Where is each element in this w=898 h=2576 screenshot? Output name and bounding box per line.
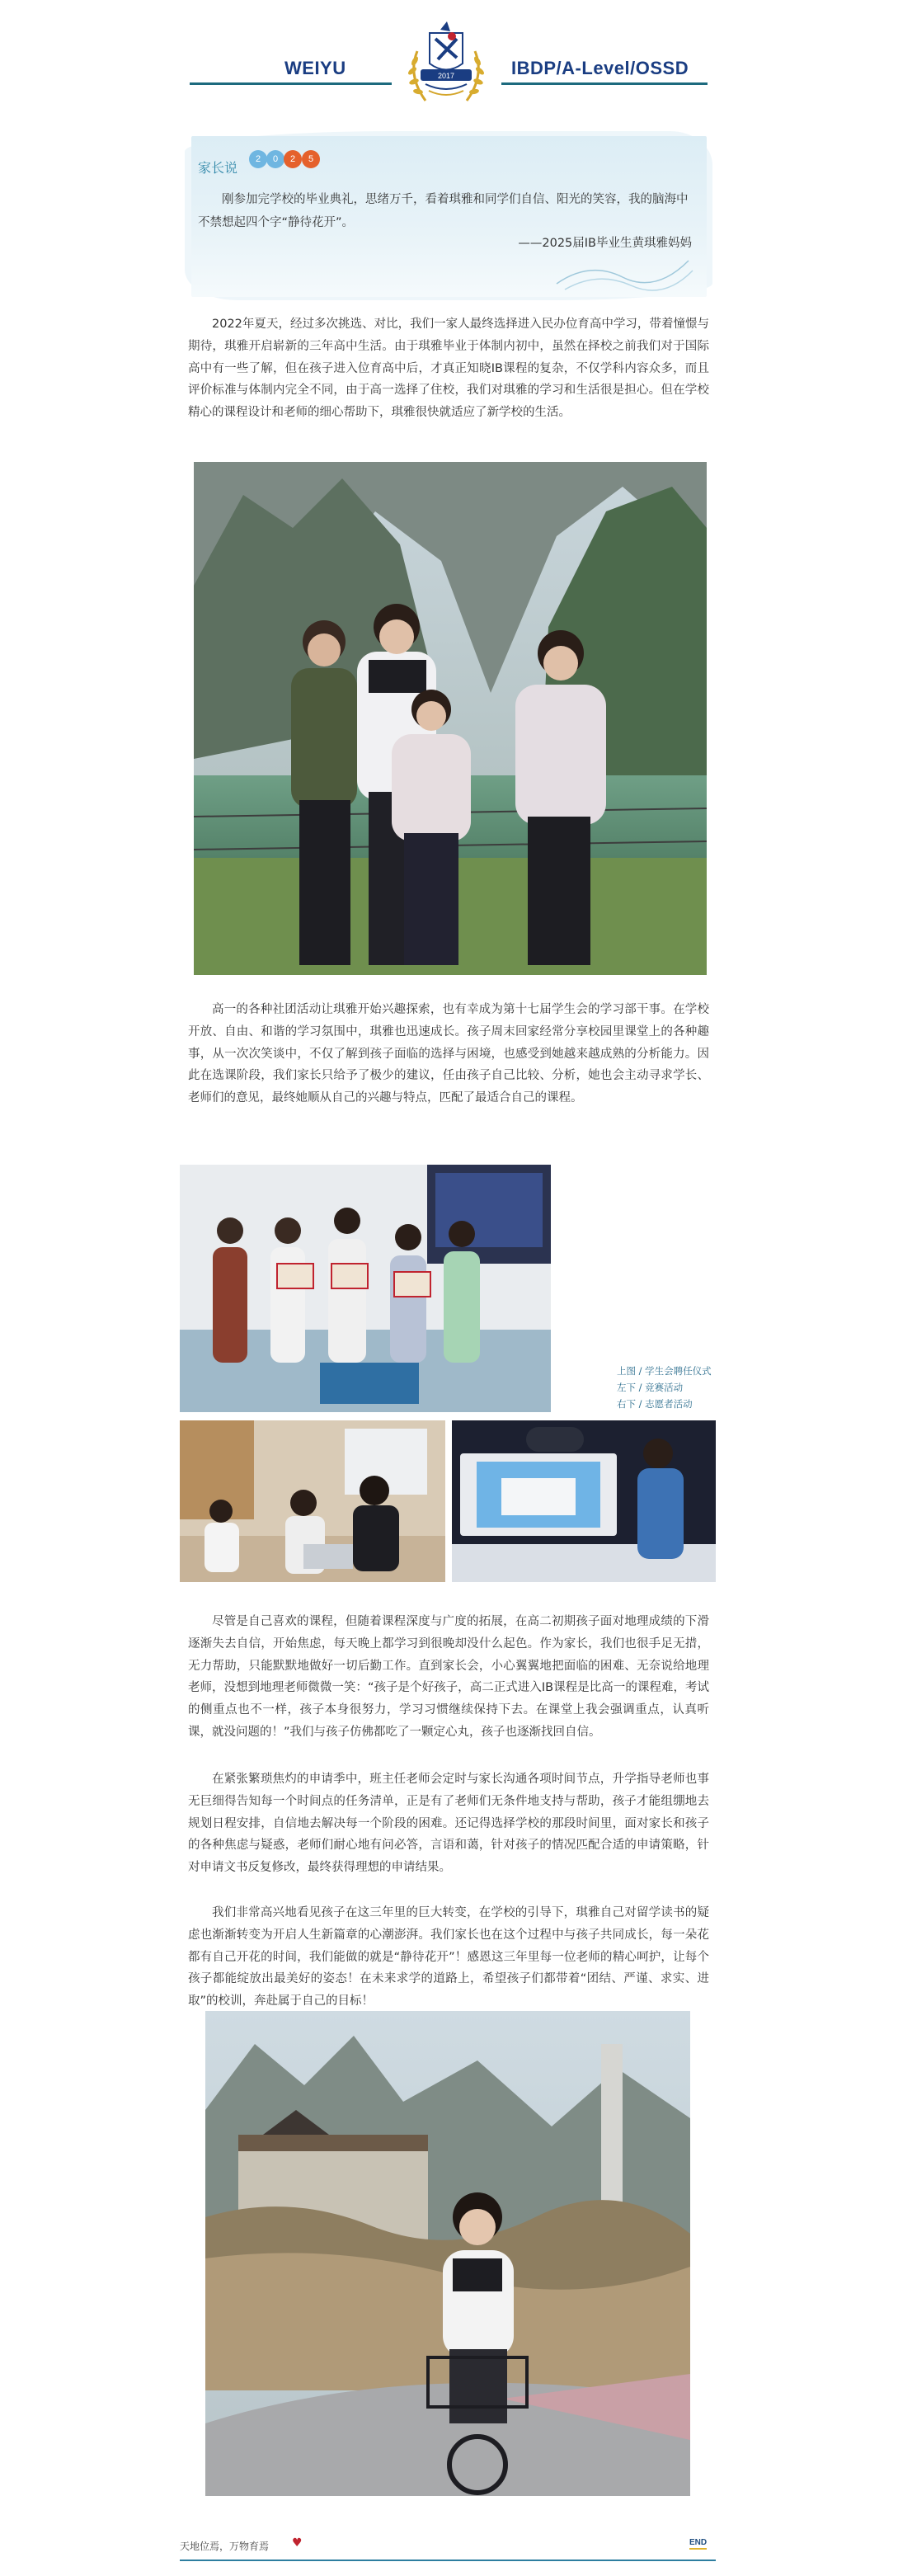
year-dot-2: 2 [284, 150, 302, 168]
family-photo [194, 462, 707, 975]
paragraph-2: 高一的各种社团活动让琪雅开始兴趣探索，也有幸成为第十七届学生会的学习部干事。在学校开放、自由、和谐的学习氛围中，琪雅也迅速成长。孩子周末回家经常分享校园里课堂上的各种趣事，从一次次笑谈中，不仅了解到孩子面临的选择与困境，也感受到她越来越成熟的分析能力。因此在选课阶段，我们家长只给予了极少的建议，任由孩子自己比较、分析，她也会主动寻求学长、老师们的意见，最终她顺从自己的兴趣与特点，匹配了最适合自己的课程。 [188, 1003, 709, 1105]
quote-signature: ——2025届IB毕业生黄琪雅妈妈 [518, 237, 692, 250]
end-tag: END [689, 2538, 707, 2550]
competition-photo [180, 1420, 445, 1582]
year-dot-3: 5 [302, 150, 320, 168]
school-logo [393, 18, 500, 117]
student-council-photo [180, 1165, 551, 1412]
paragraph-3: 尽管是自己喜欢的课程，但随着课程深度与广度的拓展，在高二初期孩子面对地理成绩的下滑逐渐失去自信，开始焦虑，每天晚上都学习到很晚却没什么起色。作为家长，我们也很手足无措，无力帮助，只能默默地做好一切后勤工作。直到家长会，小心翼翼地把面临的困难、无奈说给地理老师，没想到地理老师微微一笑：“孩子是个好孩子，高二正式进入IB课程是比高一的课程难，考试的侧重点也不一样，孩子本身很努力，学习习惯继续保持下去。在课堂上我会强调重点，认真听课，就没问题的！”我们与孩子仿佛都吃了一颗定心丸，孩子也逐渐找回自信。 [188, 1615, 709, 1739]
heart-icon: ♥ [292, 2536, 303, 2550]
year-dot-1: 0 [266, 150, 284, 168]
bicycle-photo [205, 2011, 690, 2496]
decor-wave-icon [548, 244, 697, 294]
logo-year: 2017 [437, 72, 455, 80]
year-dot-0: 2 [249, 150, 267, 168]
footer-rule [180, 2560, 716, 2561]
quote-label: 家长说 [198, 160, 238, 176]
caption-line-1: 上图 / 学生会聘任仪式 [617, 1365, 712, 1377]
footer-motto: 天地位焉，万物育焉 [180, 2541, 270, 2552]
paragraph-5: 我们非常高兴地看见孩子在这三年里的巨大转变，在学校的引导下，琪雅自己对留学读书的疑虑也渐渐转变为开启人生新篇章的心潮澎湃。我们家长也在这个过程中与孩子共同成长，每一朵花都有自己开花的时间，我们能做的就是“静待花开”！感恩这三年里每一位老师的精心呵护，让每个孩子都能绽放出最美好的姿态！在未来求学的道路上，希望孩子们都带着“团结、严谨、求实、进取”的校训，奔赴属于自己的目标！ [188, 1906, 709, 2009]
volunteer-photo [452, 1420, 716, 1582]
caption-line-2: 左下 / 竞赛活动 [617, 1382, 684, 1393]
header-rule-right [501, 82, 708, 85]
caption-line-3: 右下 / 志愿者活动 [617, 1398, 693, 1410]
quote-text: 刚参加完学校的毕业典礼，思绪万千，看着琪雅和同学们自信、阳光的笑容，我的脑海中不禁想起四个字“静待花开”。 [198, 193, 689, 229]
header-left-text: WEIYU [284, 58, 346, 78]
header-rule-left [190, 82, 392, 85]
paragraph-1: 2022年夏天，经过多次挑选、对比，我们一家人最终选择进入民办位育高中学习，带着憧憬与期待，琪雅开启崭新的三年高中生活。由于琪雅毕业于体制内初中，虽然在择校之前我们对于国际高中有一些了解，但在孩子进入位育高中后，才真正知晓IB课程的复杂，不仅学科内容众多，而且评价标准与体制内完全不同，由于高一选择了住校，我们对琪雅的学习和生活很是担心。但在学校精心的课程设计和老师的细心帮助下，琪雅很快就适应了新学校的生活。 [188, 318, 709, 420]
header-right-text: IBDP/A-Level/OSSD [511, 58, 689, 78]
paragraph-4: 在紧张繁琐焦灼的申请季中，班主任老师会定时与家长沟通各项时间节点，升学指导老师也事无巨细得告知每一个时间点的任务清单，正是有了老师们无条件地支持与帮助，孩子才能组绷地去规划日程安排，自信地去解决每一个阶段的困难。还记得选择学校的那段时间里，面对家长和孩子的各种焦虑与疑惑，老师们耐心地有问必答，言语和蔼，针对孩子的情况匹配合适的申请策略，针对申请文书反复修改，最终获得理想的申请结果。 [188, 1773, 709, 1875]
